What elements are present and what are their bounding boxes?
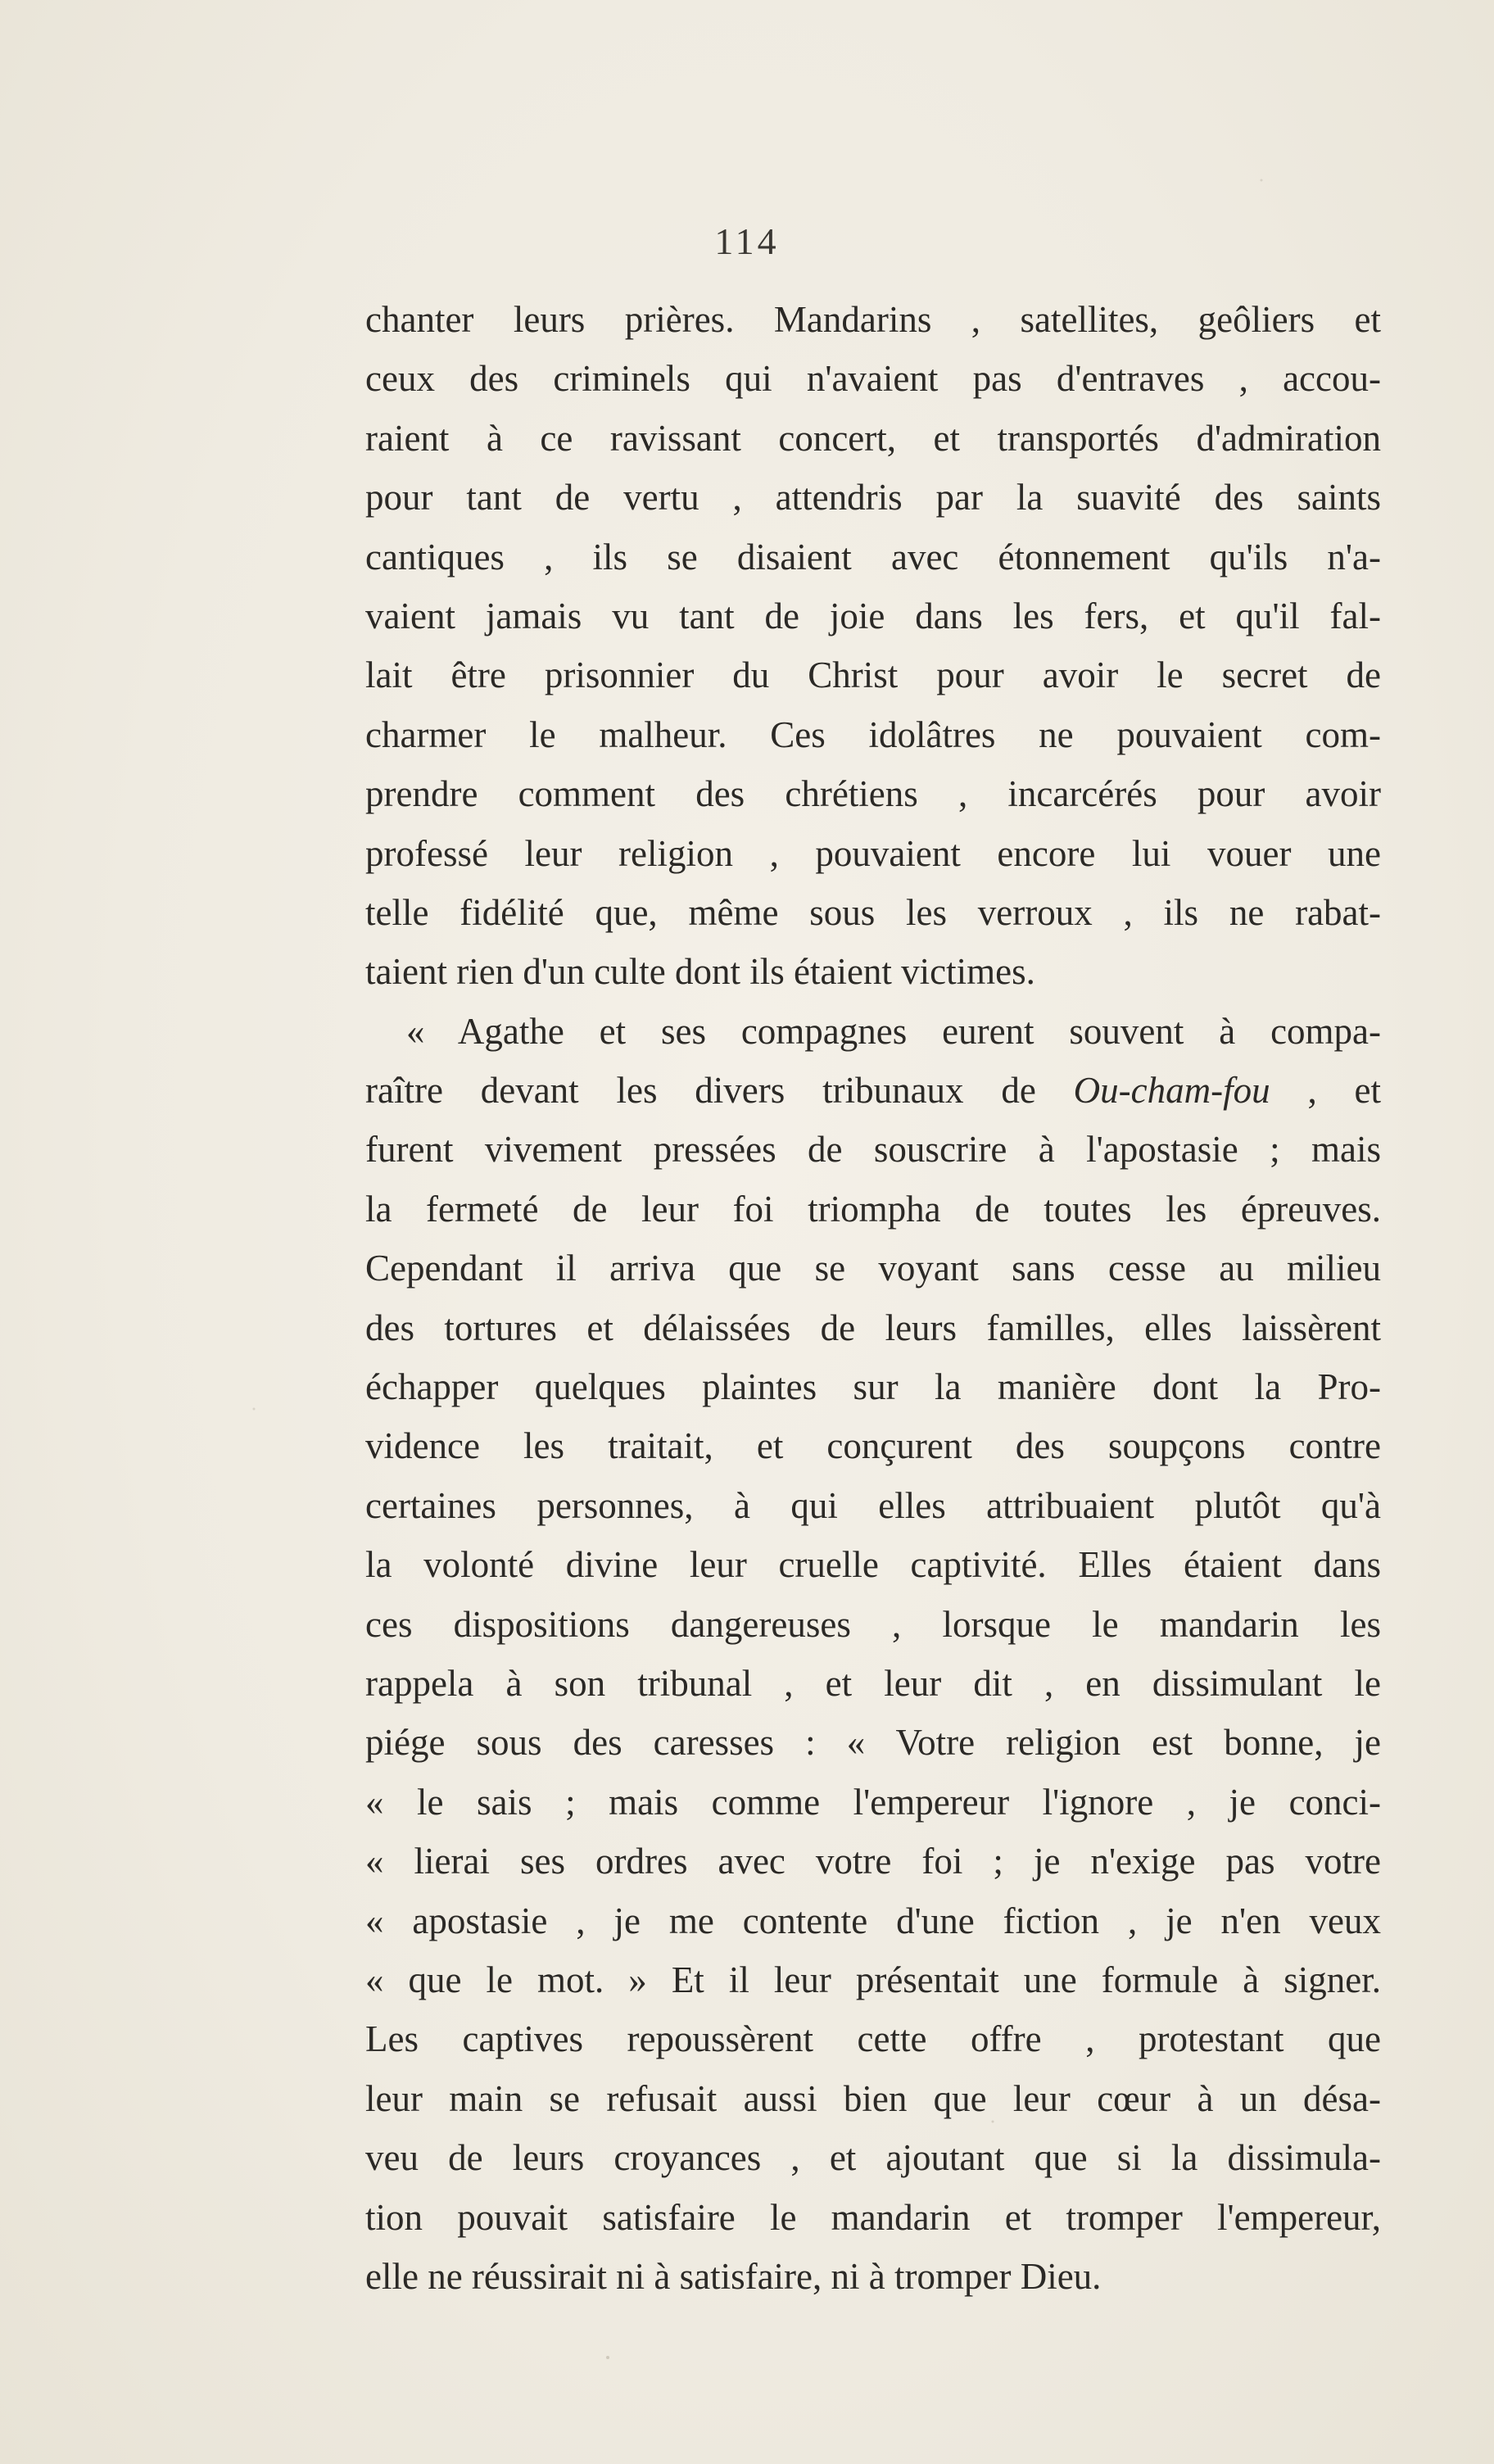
text-line: piége sous des caresses : « Votre religion est bonne, je bbox=[365, 1722, 1381, 1764]
text-line: échapper quelques plaintes sur la manière dont la Pro- bbox=[365, 1366, 1381, 1408]
text-line: « le sais ; mais comme l'empereur l'ignore , je conci- bbox=[365, 1781, 1381, 1823]
text-line: raient à ce ravissant concert, et transportés d'admiration bbox=[365, 417, 1381, 459]
text-line bbox=[365, 1061, 1381, 1120]
text-line: des tortures et délaissées de leurs familles, elles laissèrent bbox=[365, 1307, 1381, 1348]
text-line: prendre comment des chrétiens , incarcérés pour avoir bbox=[365, 773, 1381, 815]
text-line: rappela à son tribunal , et leur dit , en dissimulant le bbox=[365, 1662, 1381, 1704]
place-name-italic: Ou-cham-fou bbox=[1073, 1070, 1270, 1112]
text-line: « que le mot. » Et il leur présentait une formule à signer. bbox=[365, 1959, 1381, 2000]
text-line: « apostasie , je me contente d'une fiction , je n'en veux bbox=[365, 1900, 1381, 1941]
text-line: telle fidélité que, même sous les verroux , ils ne rabat- bbox=[365, 891, 1381, 933]
text-segment: raître devant les divers tribunaux de bbox=[365, 1070, 1074, 1112]
text-segment: , et bbox=[1270, 1070, 1381, 1112]
text-line: elle ne réussirait ni à satisfaire, ni à tromper Dieu. bbox=[365, 2255, 1102, 2297]
text-line: lait être prisonnier du Christ pour avoir le secret de bbox=[365, 654, 1381, 696]
text-line: vaient jamais vu tant de joie dans les fers, et qu'il fal- bbox=[365, 595, 1381, 636]
text-line: taient rien d'un culte dont ils étaient victimes. bbox=[365, 951, 1035, 993]
text-line: chanter leurs prières. Mandarins , satellites, geôliers et bbox=[365, 299, 1381, 340]
text-line: tion pouvait satisfaire le mandarin et tromper l'empereur, bbox=[365, 2196, 1381, 2238]
text-line: ces dispositions dangereuses , lorsque le mandarin les bbox=[365, 1603, 1381, 1645]
text-line: charmer le malheur. Ces idolâtres ne pouvaient com- bbox=[365, 713, 1381, 755]
text-line: cantiques , ils se disaient avec étonnement qu'ils n'a- bbox=[365, 536, 1381, 578]
text-line: « lierai ses ordres avec votre foi ; je n'exige pas votre bbox=[365, 1841, 1381, 1882]
text-line: la volonté divine leur cruelle captivité. Elles étaient dans bbox=[365, 1544, 1381, 1586]
text-line: certaines personnes, à qui elles attribuaient plutôt qu'à bbox=[365, 1484, 1381, 1526]
text-line: leur main se refusait aussi bien que leur cœur à un désa- bbox=[365, 2077, 1381, 2119]
text-line: ceux des criminels qui n'avaient pas d'entraves , accou- bbox=[365, 358, 1381, 400]
text-line: veu de leurs croyances , et ajoutant que si la dissimula- bbox=[365, 2137, 1381, 2179]
text-line: professé leur religion , pouvaient encore lui vouer une bbox=[365, 832, 1381, 874]
text-line: pour tant de vertu , attendris par la suavité des saints bbox=[365, 477, 1381, 519]
text-line: Les captives repoussèrent cette offre , protestant que bbox=[365, 2018, 1381, 2060]
text-line: vidence les traitait, et conçurent des soupçons contre bbox=[365, 1425, 1381, 1467]
text-line: furent vivement pressées de souscrire à l'apostasie ; mais bbox=[365, 1129, 1381, 1171]
text-line: Cependant il arriva que se voyant sans cesse au milieu bbox=[365, 1248, 1381, 1289]
text-line: la fermeté de leur foi triompha de toutes les épreuves. bbox=[365, 1188, 1381, 1230]
page-number: 114 bbox=[714, 220, 780, 262]
body-text bbox=[365, 290, 1381, 2306]
text-line: « Agathe et ses compagnes eurent souvent à compa- bbox=[406, 1010, 1381, 1052]
